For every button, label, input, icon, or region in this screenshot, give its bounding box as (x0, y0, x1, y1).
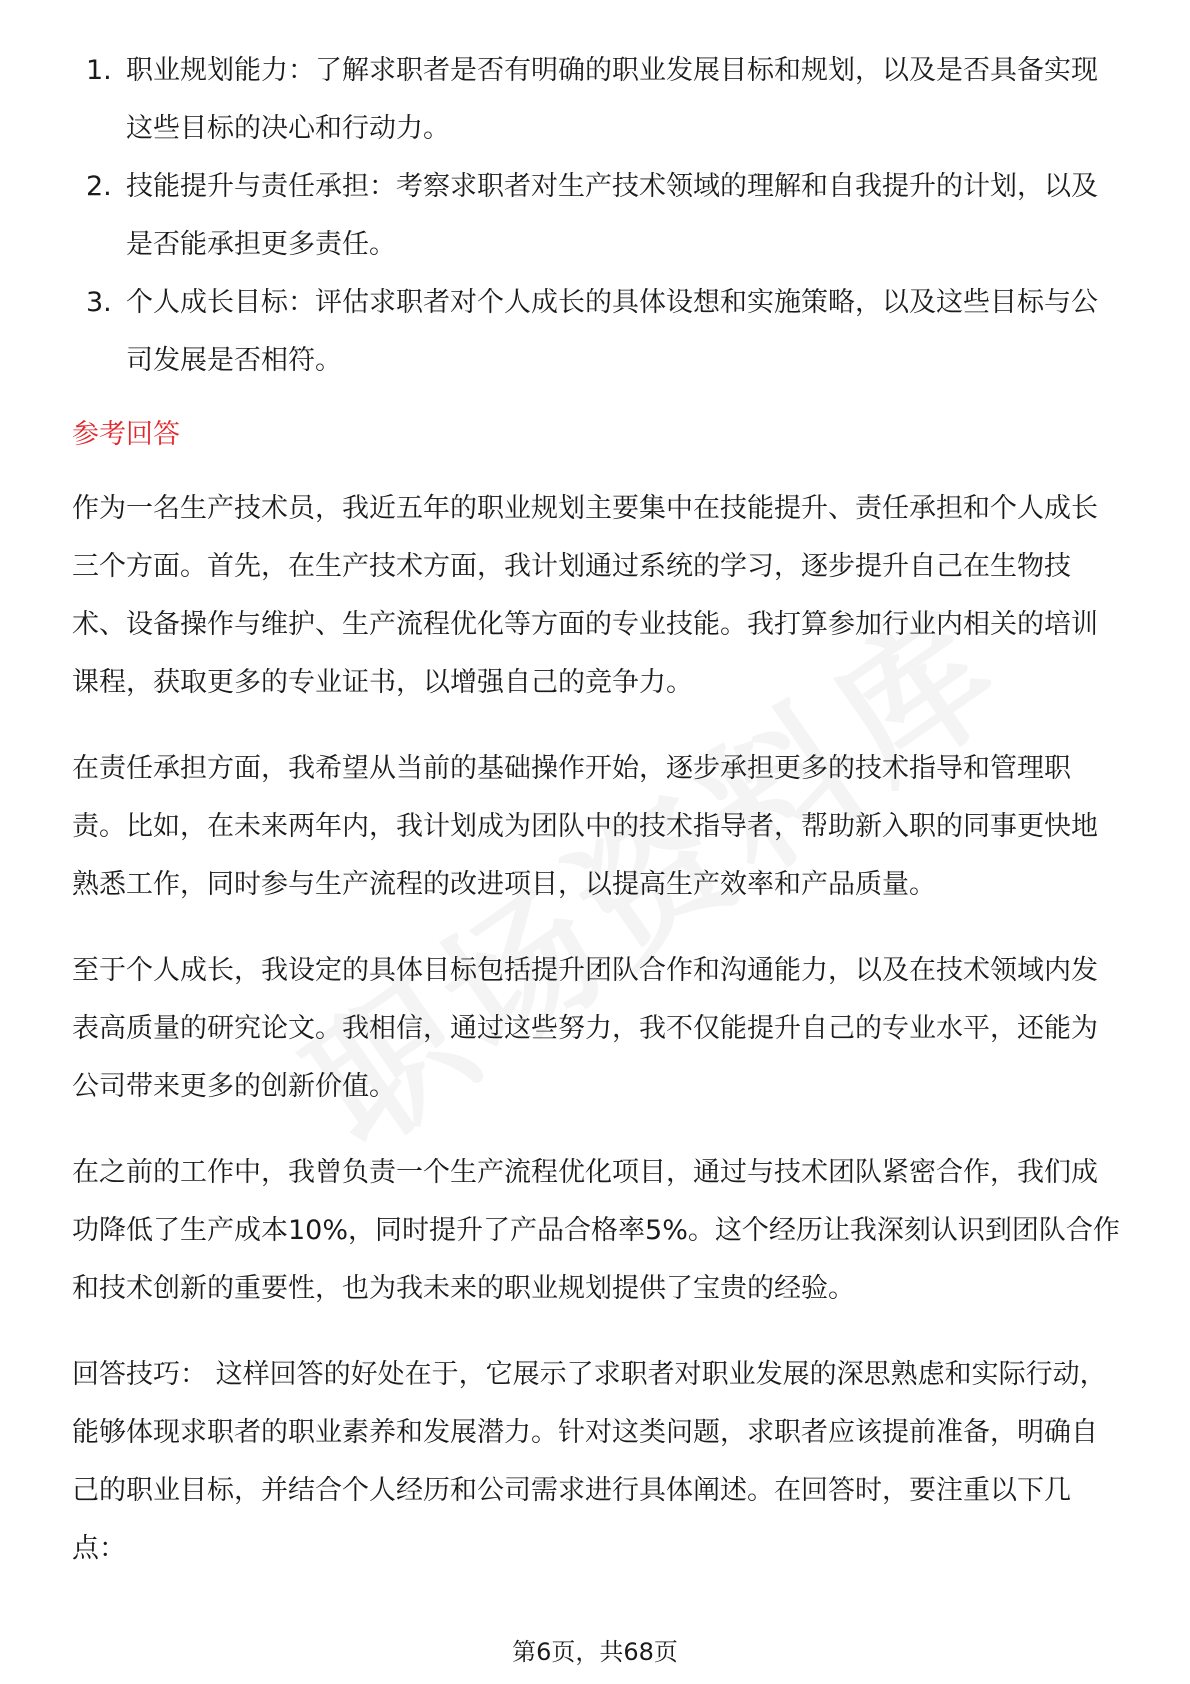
section-heading-reference-answer: 参考回答 (72, 419, 180, 450)
page-number-footer: 第6页，共68页 (512, 1638, 678, 1666)
evaluation-points-list (72, 42, 1122, 390)
list-item (72, 158, 1122, 274)
paragraph: 作为一名生产技术员，我近五年的职业规划主要集中在技能提升、责任承担和个人成长三个方面。首先，在生产技术方面，我计划通过系统的学习，逐步提升自己在生物技术、设备操作与维护、生产流程优化等方面的专业技能。我打算参加行业内相关的培训课程，获取更多的专业证书，以增强自己的竞争力。 (72, 493, 1098, 698)
list-item-number: 1. (86, 55, 112, 86)
paragraph: 在之前的工作中，我曾负责一个生产流程优化项目，通过与技术团队紧密合作，我们成功降低了生产成本10%，同时提升了产品合格率5%。这个经历让我深刻认识到团队合作和技术创新的重要性，也为我未来的职业规划提供了宝贵的经验。 (72, 1157, 1120, 1304)
paragraph: 至于个人成长，我设定的具体目标包括提升团队合作和沟通能力，以及在技术领域内发表高质量的研究论文。我相信，通过这些努力，我不仅能提升自己的专业水平，还能为公司带来更多的创新价值。 (72, 955, 1098, 1102)
paragraph: 在责任承担方面，我希望从当前的基础操作开始，逐步承担更多的技术指导和管理职责。比如，在未来两年内，我计划成为团队中的技术指导者，帮助新入职的同事更快地熟悉工作，同时参与生产流程的改进项目，以提高生产效率和产品质量。 (72, 753, 1098, 900)
list-item-text: 技能提升与责任承担：考察求职者对生产技术领域的理解和自我提升的计划，以及是否能承担更多责任。 (126, 171, 1098, 260)
list-item (72, 42, 1122, 158)
list-item-number: 3. (86, 287, 112, 318)
list-item-text: 个人成长目标：评估求职者对个人成长的具体设想和实施策略，以及这些目标与公司发展是否相符。 (126, 287, 1098, 376)
list-item (72, 274, 1122, 390)
page-content (72, 42, 1122, 1606)
paragraph-answer-tips: 回答技巧： 这样回答的好处在于，它展示了求职者对职业发展的深思熟虑和实际行动，能够体现求职者的职业素养和发展潜力。针对这类问题，求职者应该提前准备，明确自己的职业目标，并结合个人经历和公司需求进行具体阐述。在回答时，要注重以下几点： (72, 1359, 1107, 1564)
list-item-number: 2. (86, 171, 112, 202)
list-item-text: 职业规划能力：了解求职者是否有明确的职业发展目标和规划，以及是否具备实现这些目标的决心和行动力。 (126, 55, 1098, 144)
